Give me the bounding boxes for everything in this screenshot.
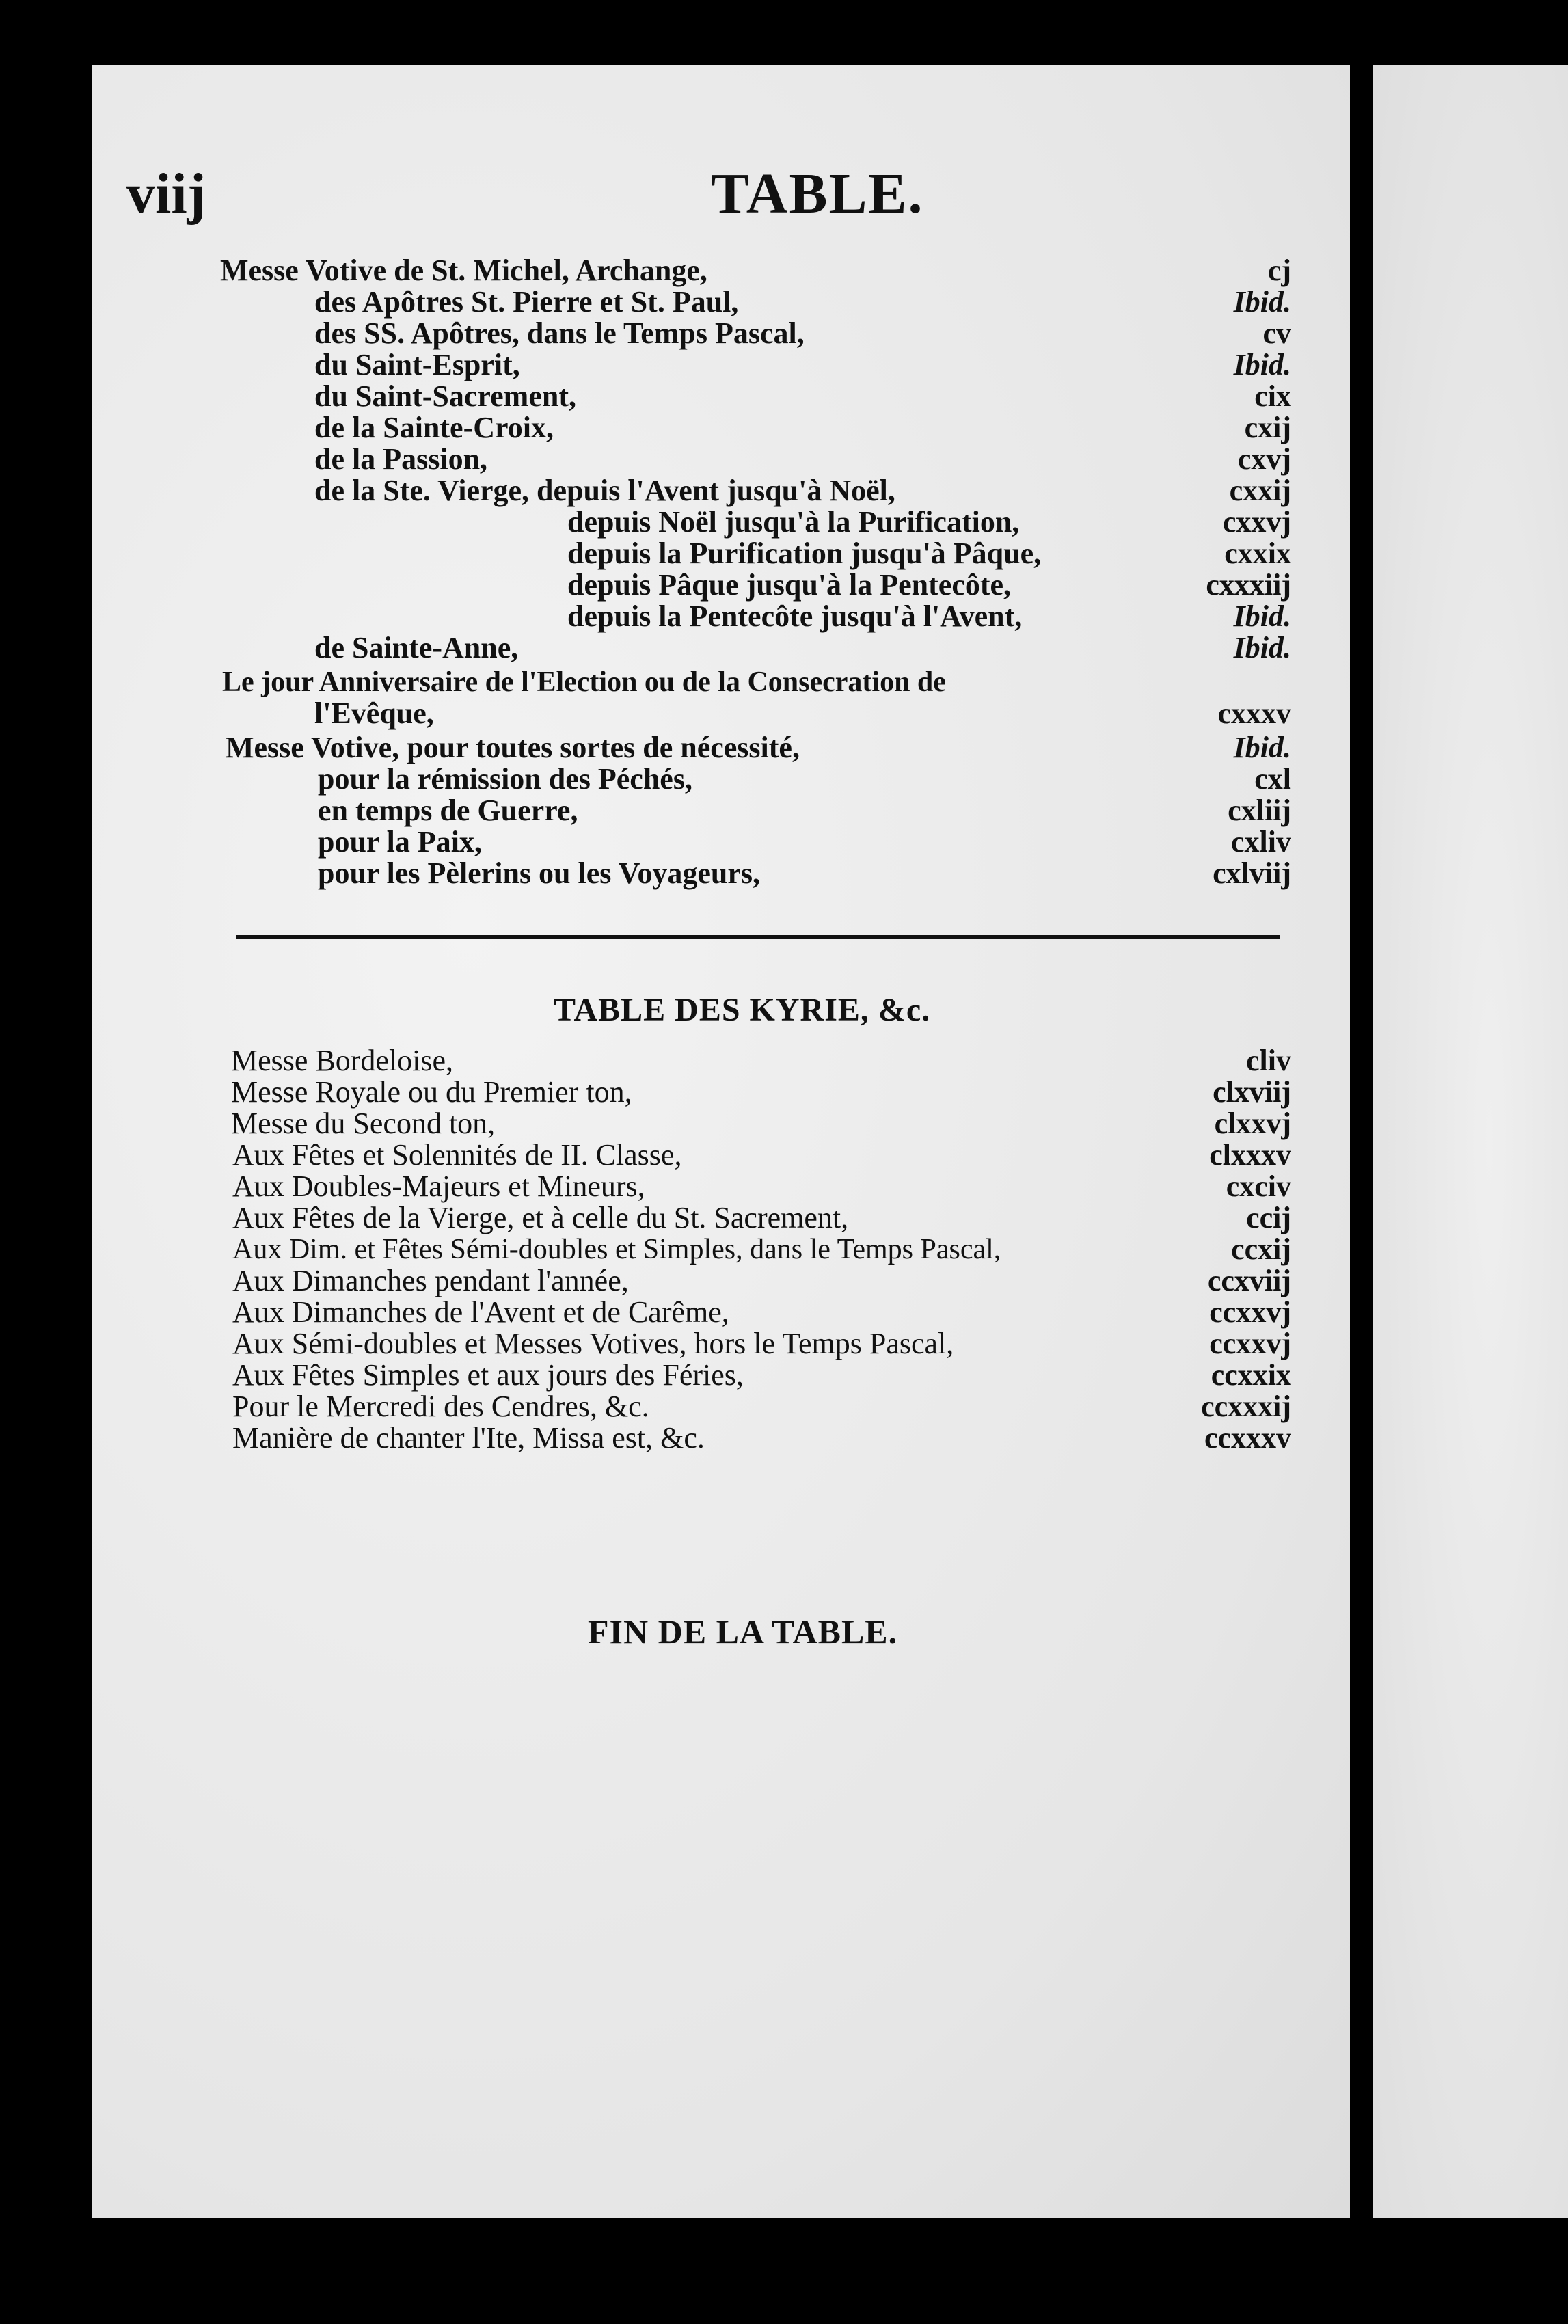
table-ref: cxl [1254, 762, 1291, 796]
table-ref: cxlviij [1213, 856, 1291, 890]
table-entry: pour la Paix, [318, 825, 483, 859]
table-ref: cxliv [1231, 825, 1291, 859]
table-entry: depuis la Pentecôte jusqu'à l'Avent, [567, 599, 1023, 633]
table-ref: cix [1254, 379, 1291, 413]
table-ref: cxvj [1237, 442, 1291, 476]
table-ref: cxxxiij [1206, 568, 1291, 602]
table-entry: de la Passion, [314, 442, 488, 476]
table-entry: de Sainte-Anne, [314, 631, 519, 664]
table-entry: l'Evêque, [314, 697, 434, 730]
table-entry: des Apôtres St. Pierre et St. Paul, [314, 285, 739, 319]
kyrie-entry: Messe Royale ou du Premier ton, [231, 1075, 632, 1109]
table-entry: pour la rémission des Péchés, [318, 762, 692, 796]
table-entry: Messe Votive, pour toutes sortes de nécessité, [226, 731, 800, 764]
kyrie-ref: clxxvj [1214, 1107, 1291, 1140]
table-entry: de la Sainte-Croix, [314, 411, 554, 444]
kyrie-ref: ccij [1246, 1201, 1291, 1234]
table-ref: cxxxv [1217, 697, 1291, 730]
kyrie-ref: ccxxxv [1204, 1421, 1291, 1455]
table-ref: cxij [1244, 411, 1291, 444]
kyrie-ref: ccxviij [1207, 1264, 1291, 1297]
kyrie-entry: Aux Fêtes Simples et aux jours des Féries, [232, 1358, 744, 1392]
table-entry: en temps de Guerre, [318, 794, 578, 827]
table-ref: cv [1262, 316, 1291, 350]
kyrie-ref: ccxij [1231, 1232, 1291, 1266]
table-entry: Le jour Anniversaire de l'Election ou de la Consecration de [222, 666, 946, 698]
kyrie-entry: Aux Fêtes et Solennités de II. Classe, [232, 1138, 682, 1172]
kyrie-entry: Aux Dimanches pendant l'année, [232, 1264, 629, 1297]
table-entry: du Saint-Esprit, [314, 348, 520, 381]
table-entry: de la Ste. Vierge, depuis l'Avent jusqu'à Noël, [314, 474, 895, 507]
table-entry: Messe Votive de St. Michel, Archange, [220, 254, 707, 287]
table-ref: Ibid. [1233, 631, 1291, 664]
kyrie-ref: clxxxv [1209, 1138, 1291, 1172]
table-ref: Ibid. [1233, 731, 1291, 764]
kyrie-ref: ccxxxij [1201, 1390, 1291, 1423]
kyrie-entry: Messe du Second ton, [231, 1107, 496, 1140]
table-ref: cj [1267, 254, 1291, 287]
book-gutter [1350, 0, 1373, 2324]
kyrie-entry: Messe Bordeloise, [231, 1044, 454, 1077]
table-entry: du Saint-Sacrement, [314, 379, 576, 413]
kyrie-entry: Aux Dimanches de l'Avent et de Carême, [232, 1295, 729, 1329]
kyrie-entry: Aux Fêtes de la Vierge, et à celle du St. Sacrement, [232, 1201, 849, 1234]
kyrie-entry: Aux Dim. et Fêtes Sémi-doubles et Simples, dans le Temps Pascal, [232, 1234, 1001, 1265]
table-ref: cxxvj [1222, 505, 1291, 539]
table-entry: depuis la Purification jusqu'à Pâque, [567, 537, 1042, 570]
kyrie-section-title: TABLE DES KYRIE, &c. [554, 992, 931, 1028]
table-entry: des SS. Apôtres, dans le Temps Pascal, [314, 316, 805, 350]
table-ref: Ibid. [1233, 348, 1291, 381]
kyrie-ref: cliv [1246, 1044, 1291, 1077]
table-ref: Ibid. [1233, 599, 1291, 633]
kyrie-ref: ccxxix [1211, 1358, 1291, 1392]
page-title: TABLE. [711, 162, 924, 226]
kyrie-entry: Pour le Mercredi des Cendres, &c. [232, 1390, 649, 1423]
table-entry: depuis Noël jusqu'à la Purification, [567, 505, 1020, 539]
kyrie-ref: ccxxvj [1209, 1327, 1291, 1360]
kyrie-entry: Aux Sémi-doubles et Messes Votives, hors le Temps Pascal, [232, 1327, 954, 1360]
kyrie-ref: ccxxvj [1209, 1295, 1291, 1329]
kyrie-ref: clxviij [1213, 1075, 1291, 1109]
end-of-table: FIN DE LA TABLE. [588, 1612, 898, 1651]
kyrie-entry: Manière de chanter l'Ite, Missa est, &c. [232, 1421, 705, 1455]
table-ref: cxxij [1229, 474, 1291, 507]
table-entry: depuis Pâque jusqu'à la Pentecôte, [567, 568, 1012, 602]
table-ref: Ibid. [1233, 285, 1291, 319]
table-entry: pour les Pèlerins ou les Voyageurs, [318, 856, 761, 890]
table-ref: cxxix [1224, 537, 1291, 570]
facing-page-edge [1373, 65, 1568, 2218]
kyrie-ref: cxciv [1226, 1170, 1291, 1203]
table-ref: cxliij [1228, 794, 1291, 827]
section-divider [236, 935, 1280, 939]
page-number: viij [126, 162, 206, 226]
kyrie-entry: Aux Doubles-Majeurs et Mineurs, [232, 1170, 645, 1203]
